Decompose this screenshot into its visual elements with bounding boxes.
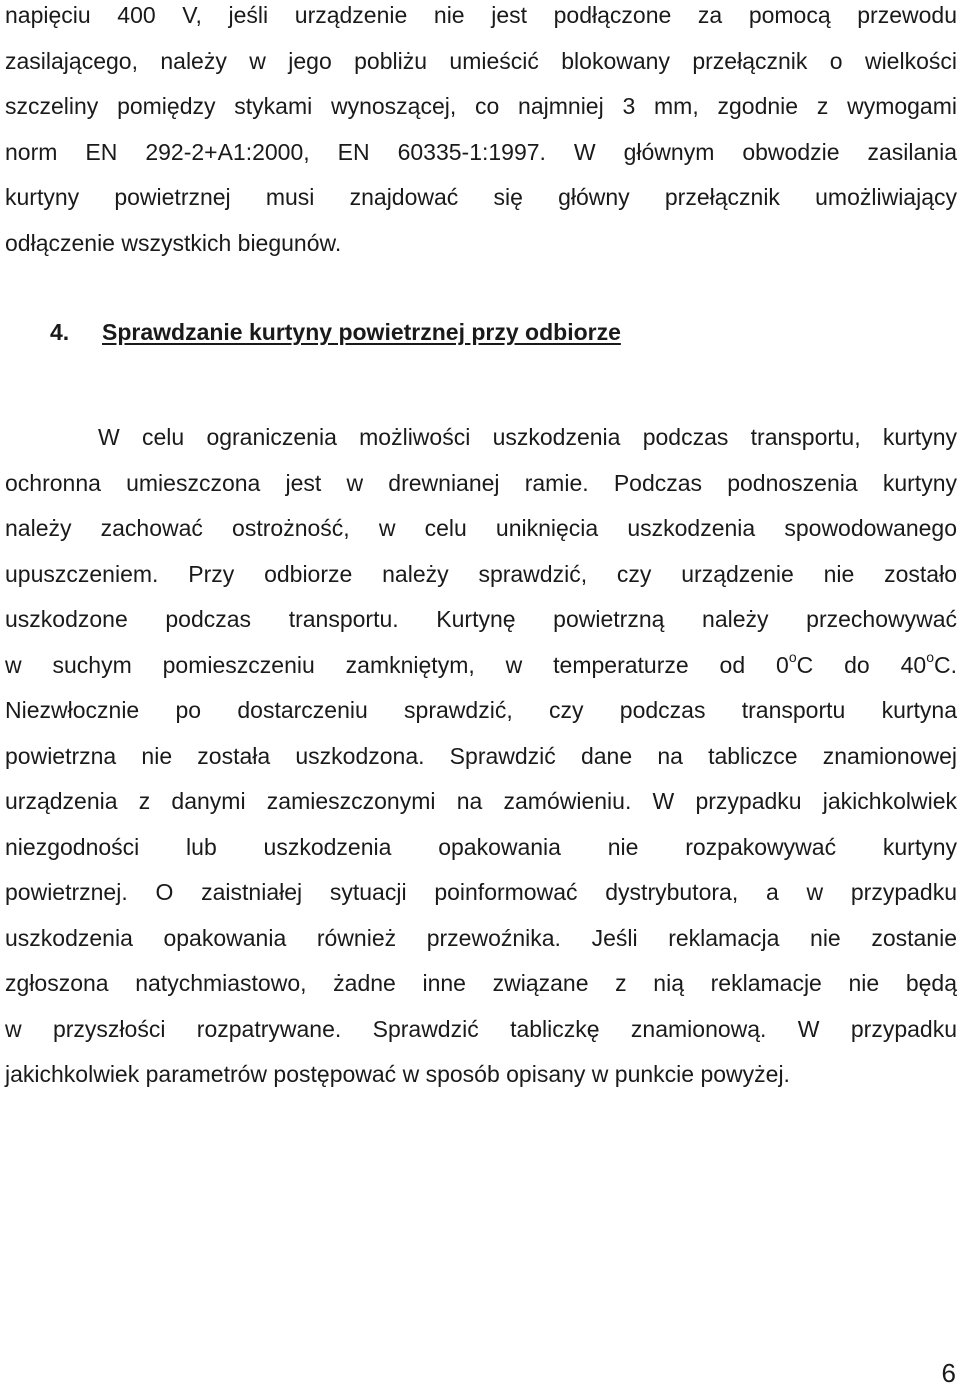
page-number: 6: [941, 1358, 956, 1388]
body-line: zgłoszona natychmiastowo, żadne inne związane z nią reklamacje nie będą: [5, 970, 957, 996]
intro-line: odłączenie wszystkich biegunów.: [5, 229, 342, 256]
body-line: niezgodności lub uszkodzenia opakowania nie rozpakowywać kurtyny: [5, 833, 957, 860]
body-line: należy zachować ostrożność, w celu uniknięcia uszkodzenia spowodowanego: [5, 515, 957, 541]
temp-suffix: C.: [934, 651, 957, 678]
body-line: W celu ograniczenia możliwości uszkodzenia podczas transportu, kurtyny: [98, 424, 957, 450]
body-paragraph: [5, 415, 957, 1098]
degree-sign: o: [788, 648, 797, 665]
section-heading: [5, 310, 621, 355]
body-line: Niezwłocznie po dostarczeniu sprawdzić, czy podczas transportu kurtyna: [5, 697, 957, 723]
intro-line: norm EN 292-2+A1:2000, EN 60335-1:1997. W głównym obwodzie zasilania: [5, 138, 957, 165]
section-title: Sprawdzanie kurtyny powietrznej przy odbiorze: [102, 319, 621, 345]
body-line: w przyszłości rozpatrywane. Sprawdzić tabliczkę znamionową. W przypadku: [5, 1015, 957, 1042]
intro-line: kurtyny powietrznej musi znajdować się główny przełącznik umożliwiający: [5, 184, 957, 210]
intro-line: zasilającego, należy w jego pobliżu umieścić blokowany przełącznik o wielkości: [5, 47, 957, 74]
body-line: uszkodzone podczas transportu. Kurtynę powietrzną należy przechowywać: [5, 606, 957, 632]
intro-line: napięciu 400 V, jeśli urządzenie nie jest podłączone za pomocą przewodu: [5, 2, 957, 28]
body-line: powietrznej. O zaistniałej sytuacji poinformować dystrybutora, a w przypadku: [5, 879, 957, 905]
body-line: uszkodzenia opakowania również przewoźnika. Jeśli reklamacja nie zostanie: [5, 924, 957, 951]
temp-mid: C do 40: [796, 651, 927, 678]
intro-paragraph: [5, 0, 957, 266]
body-line: upuszczeniem. Przy odbiorze należy sprawdzić, czy urządzenie nie zostało: [5, 560, 957, 587]
body-line-temperature: [5, 643, 957, 689]
degree-sign: o: [926, 648, 934, 665]
body-line: ochronna umieszczona jest w drewnianej ramie. Podczas podnoszenia kurtyny: [5, 469, 957, 496]
temp-prefix: w suchym pomieszczeniu zamkniętym, w temperaturze od 0: [5, 651, 789, 678]
body-line: urządzenia z danymi zamieszczonymi na zamówieniu. W przypadku jakichkolwiek: [5, 788, 957, 814]
section-number: 4.: [50, 319, 70, 345]
body-line: jakichkolwiek parametrów postępować w sposób opisany w punkcie powyżej.: [5, 1061, 790, 1087]
body-line: powietrzna nie została uszkodzona. Sprawdzić dane na tabliczce znamionowej: [5, 742, 957, 769]
intro-line: szczeliny pomiędzy stykami wynoszącej, co najmniej 3 mm, zgodnie z wymogami: [5, 93, 957, 119]
